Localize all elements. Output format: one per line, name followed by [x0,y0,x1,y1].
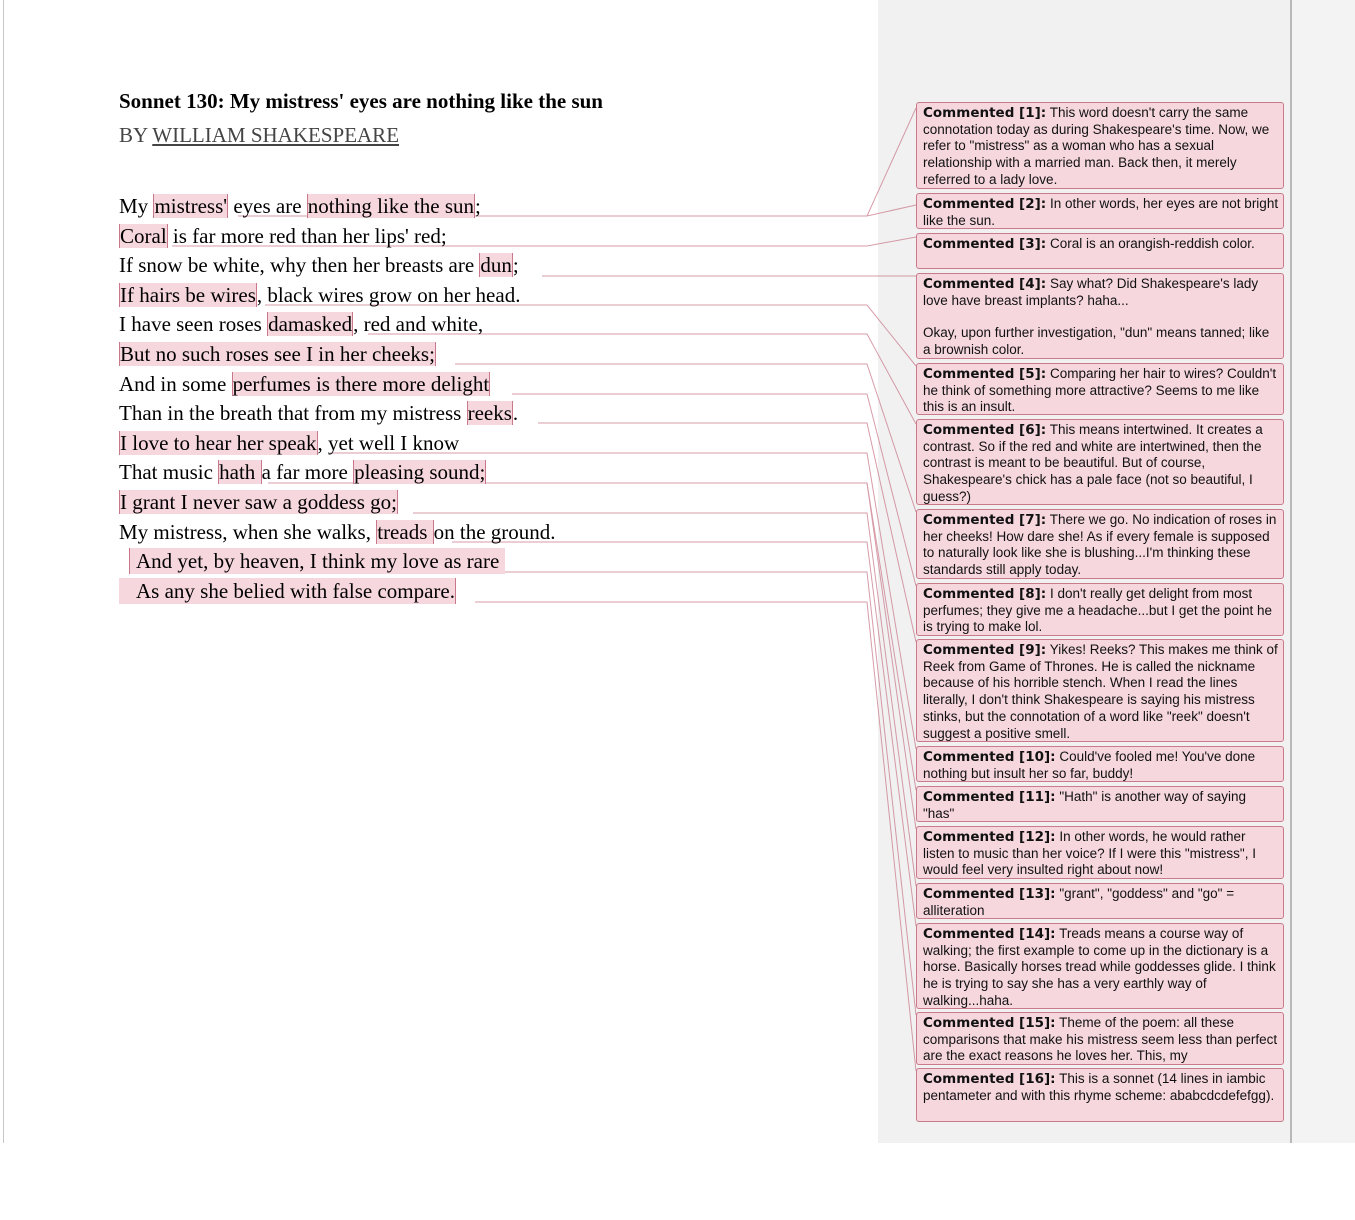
comment-label: Commented [14]: [923,926,1056,942]
poem-line-1 [119,193,481,219]
comment-balloon[interactable] [916,923,1284,1009]
poem-line-6 [119,341,436,367]
connector-2 [497,205,916,216]
text: . [512,401,519,425]
highlight-hear-her-speak[interactable]: I love to hear her speak [120,431,317,455]
connector-14 [452,542,916,926]
comment-text: Say what? Did Shakespeare's lady love have breast implants? haha... [923,276,1259,308]
comment-label: Commented [16]: [923,1071,1056,1087]
connector-9 [538,423,916,642]
comment-text: "grant", "goddess" and "go" = alliteration [923,886,1235,918]
comment-balloon[interactable] [916,583,1284,636]
poem-line-10 [119,459,486,485]
comment-balloon[interactable] [916,509,1284,579]
poem-line-14[interactable] [119,578,456,604]
text: And in some [119,372,232,396]
connector-16 [475,602,916,1071]
text: on the ground. [433,520,556,544]
highlight-mistress[interactable]: mistress' [154,194,228,218]
comment-label: Commented [12]: [923,829,1056,845]
highlight-pleasing-sound[interactable]: pleasing sound; [354,460,486,484]
comment-label: Commented [4]: [923,276,1047,292]
poem-line-2 [119,223,447,249]
text: eyes are [228,194,307,218]
poem-line-13[interactable] [129,548,505,574]
comment-text: In other words, her eyes are not bright like the sun. [923,196,1279,228]
highlight-reeks[interactable]: reeks [467,401,512,425]
text: My [119,194,154,218]
comment-text-followup: Okay, upon further investigation, "dun" means tanned; like a brownish color. [923,325,1270,358]
comment-balloon[interactable] [916,233,1284,269]
comment-text: Yikes! Reeks? This makes me think of Reek from Game of Thrones. He is called the nickname because of his horrible stench. When I read the lines literally, I don't think Shakespeare is saying his mistress stinks, but the connotation of a word like "reek" doesn't suggest a positive smell. [923,642,1278,741]
highlight-dun[interactable]: dun [480,253,512,277]
comment-balloon[interactable] [916,883,1284,919]
text: ; [475,194,481,218]
highlight-coral[interactable]: Coral [120,224,167,248]
comment-label: Commented [9]: [923,642,1047,658]
connector-12 [506,483,916,829]
comment-text: This means intertwined. It creates a contrast. So if the red and white are intertwined, then the contrast is meant to be beautiful. But of course, Shakespeare's chick has a pale face (not so beautiful, I guess?) [923,422,1263,504]
comment-balloon[interactable] [916,102,1284,189]
highlight-no-such-roses[interactable]: But no such roses see I in her cheeks; [120,342,435,366]
comment-balloon[interactable] [916,746,1284,782]
author-link[interactable]: WILLIAM SHAKESPEARE [152,123,400,147]
poem-title: Sonnet 130: My mistress' eyes are nothing like the sun [119,89,603,113]
comment-text: Theme of the poem: all these comparisons that make his mistress seem less than perfect are the exact reasons he loves her. This, my [923,1015,1278,1064]
comment-label: Commented [13]: [923,886,1056,902]
text: I have seen roses [119,312,268,336]
comment-balloon[interactable] [916,363,1284,415]
comment-balloon[interactable] [916,1068,1284,1122]
text: That music [119,460,219,484]
poem-line-11 [119,489,398,515]
text: , red and white, [353,312,484,336]
text: a far more [261,460,354,484]
comment-label: Commented [10]: [923,749,1056,765]
text: , yet well I know [317,431,460,455]
comment-label: Commented [2]: [923,196,1047,212]
highlight-nothing-like-the-sun[interactable]: nothing like the sun [307,194,475,218]
poem-line-4 [119,282,520,308]
comment-balloon[interactable] [916,273,1284,359]
highlight-goddess-go[interactable]: I grant I never saw a goddess go; [120,490,397,514]
text: ; [512,253,519,277]
comment-text: This is a sonnet (14 lines in iambic pentameter and with this rhyme scheme: ababcdcdefefgg). [923,1071,1275,1103]
text: My mistress, when she walks, [119,520,377,544]
comment-balloon[interactable] [916,786,1284,822]
text: , black wires grow on her head. [256,283,521,307]
comment-label: Commented [6]: [923,422,1047,438]
comment-label: Commented [7]: [923,512,1047,528]
comment-balloon[interactable] [916,1012,1284,1065]
highlight-if-hairs-be-wires[interactable]: If hairs be wires [120,283,256,307]
comment-balloon[interactable] [916,826,1284,879]
highlight-couplet-line-1: And yet, by heaven, I think my love as rare [136,549,500,573]
comment-label: Commented [11]: [923,789,1056,805]
connector-7 [455,364,916,512]
highlight-couplet-line-2: As any she belied with false compare. [136,579,455,603]
comment-text: I don't really get delight from most perfumes; they give me a headache...but I get the point he is trying to make lol. [923,586,1272,635]
poem-line-3 [119,252,519,278]
highlight-hath[interactable]: hath [219,460,261,484]
comment-text: "Hath" is another way of saying "has" [923,789,1247,821]
comment-text: Could've fooled me! You've done nothing but insult her so far, buddy! [923,749,1256,781]
comment-label: Commented [3]: [923,236,1047,252]
text: is far more red than her lips' red; [167,224,447,248]
comment-label: Commented [8]: [923,586,1047,602]
comment-text: This word doesn't carry the same connotation today as during Shakespeare's time. Now, we refer to "mistress" as a woman who has a sexual relationship with a married man. Back then, it merely referred to a lady love. [923,105,1270,187]
comment-balloon[interactable] [916,193,1284,229]
comment-label: Commented [1]: [923,105,1047,121]
text: If snow be white, why then her breasts are [119,253,480,277]
highlight-perfumes[interactable]: perfumes is there more delight [232,372,490,396]
comment-balloon[interactable] [916,639,1284,742]
comment-text: Comparing her hair to wires? Couldn't he think of something more attractive? Seems to me like this is an insult. [923,366,1277,415]
connector-15 [130,572,916,1015]
comment-text: In other words, he would rather listen to music than her voice? If I were this "mistress", I would feel very insulted right about now! [923,829,1256,878]
byline-prefix: BY [119,123,148,147]
poem-line-7 [119,371,490,397]
poem-line-8 [119,400,518,426]
text: Than in the breath that from my mistress [119,401,467,425]
comment-text: Treads means a course way of walking; the first example to come up in the dictionary is a horse. Basically horses tread while goddesses glide. I think he is trying to say she has a very earthly way of walking...haha. [923,926,1276,1008]
comment-label: Commented [5]: [923,366,1047,382]
highlight-damasked[interactable]: damasked [268,312,353,336]
poem-line-5 [119,311,483,337]
comment-text: There we go. No indication of roses in her cheeks! How dare she! As if every female is supposed to naturally look like she is blushing...I'm thinking these standards still apply today. [923,512,1277,578]
comment-label: Commented [15]: [923,1015,1056,1031]
poem-line-9 [119,430,459,456]
poem-line-12 [119,519,556,545]
highlight-treads[interactable]: treads [377,520,433,544]
comment-balloon[interactable] [916,419,1284,505]
comment-text: Coral is an orangish-reddish color. [1049,236,1255,251]
